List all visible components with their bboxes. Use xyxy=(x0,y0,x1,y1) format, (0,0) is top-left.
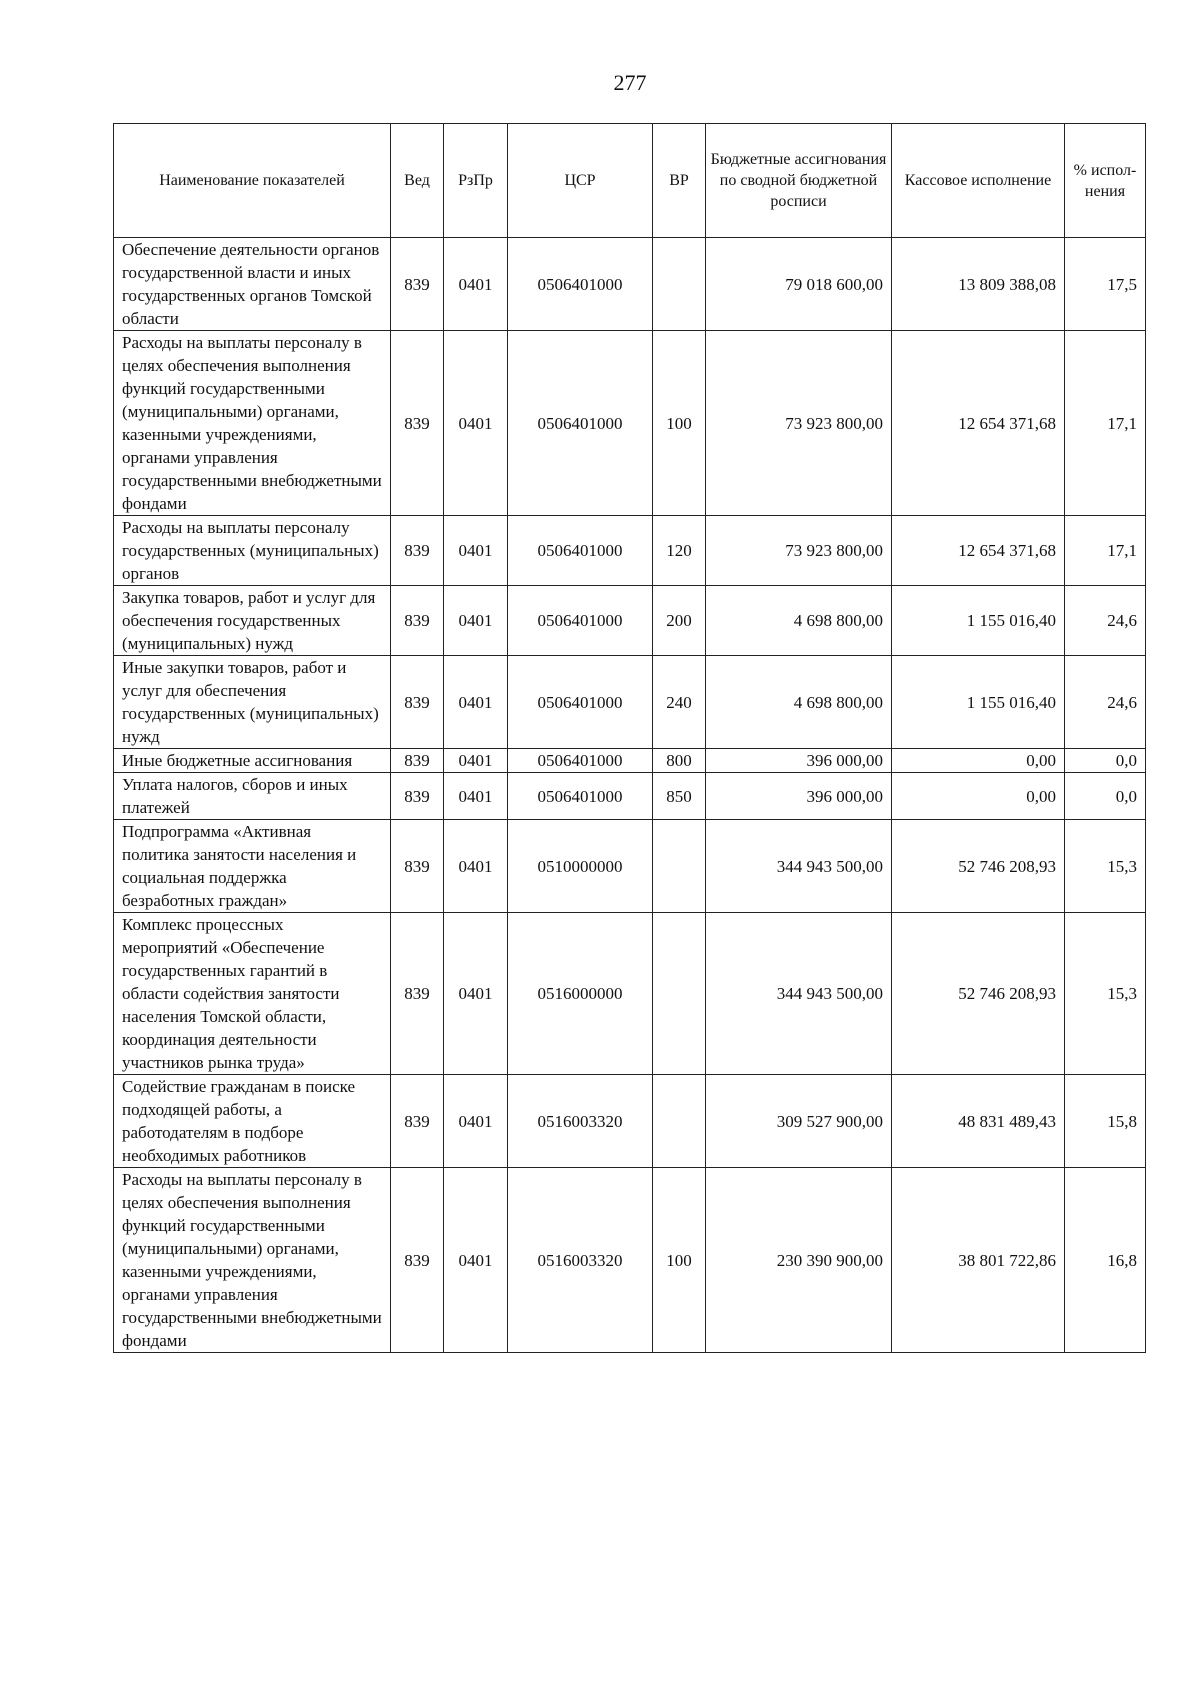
cell-csr: 0506401000 xyxy=(508,331,653,516)
cell-rzpr: 0401 xyxy=(444,820,508,913)
cell-vr xyxy=(653,1075,706,1168)
cell-cash: 0,00 xyxy=(892,773,1065,820)
cell-ved: 839 xyxy=(391,1075,444,1168)
header-csr: ЦСР xyxy=(508,124,653,238)
cell-name: Иные закупки товаров, работ и услуг для обеспечения государственных (муниципальных) нужд xyxy=(114,656,391,749)
cell-pct: 24,6 xyxy=(1065,586,1146,656)
cell-pct: 0,0 xyxy=(1065,773,1146,820)
cell-cash: 12 654 371,68 xyxy=(892,516,1065,586)
table-row xyxy=(114,1168,1146,1353)
cell-rzpr: 0401 xyxy=(444,913,508,1075)
page-number: 277 xyxy=(613,70,647,95)
header-ved: Вед xyxy=(391,124,444,238)
cell-name: Иные бюджетные ассигнования xyxy=(114,749,391,773)
table-body xyxy=(114,238,1146,1353)
cell-cash: 52 746 208,93 xyxy=(892,913,1065,1075)
cell-vr: 120 xyxy=(653,516,706,586)
table-row xyxy=(114,586,1146,656)
cell-budget: 344 943 500,00 xyxy=(706,913,892,1075)
table-row xyxy=(114,331,1146,516)
cell-name: Обеспечение деятельности органов государственной власти и иных государственных органов Томской области xyxy=(114,238,391,331)
cell-name: Расходы на выплаты персоналу в целях обеспечения выполнения функций государственными (муниципальными) органами, казенными учреждениями, органами управления государственными внебюджетными фондами xyxy=(114,331,391,516)
cell-name: Содействие гражданам в поиске подходящей работы, а работодателям в подборе необходимых работников xyxy=(114,1075,391,1168)
cell-budget: 79 018 600,00 xyxy=(706,238,892,331)
cell-pct: 17,1 xyxy=(1065,331,1146,516)
cell-cash: 1 155 016,40 xyxy=(892,656,1065,749)
cell-ved: 839 xyxy=(391,820,444,913)
cell-rzpr: 0401 xyxy=(444,586,508,656)
cell-csr: 0506401000 xyxy=(508,656,653,749)
cell-cash: 0,00 xyxy=(892,749,1065,773)
cell-ved: 839 xyxy=(391,1168,444,1353)
cell-vr: 240 xyxy=(653,656,706,749)
cell-cash: 12 654 371,68 xyxy=(892,331,1065,516)
cell-budget: 73 923 800,00 xyxy=(706,331,892,516)
cell-rzpr: 0401 xyxy=(444,749,508,773)
cell-vr xyxy=(653,913,706,1075)
cell-vr: 100 xyxy=(653,331,706,516)
header-row xyxy=(114,124,1146,238)
cell-rzpr: 0401 xyxy=(444,773,508,820)
table-row xyxy=(114,1075,1146,1168)
cell-pct: 0,0 xyxy=(1065,749,1146,773)
cell-csr: 0510000000 xyxy=(508,820,653,913)
cell-pct: 15,3 xyxy=(1065,913,1146,1075)
cell-name: Закупка товаров, работ и услуг для обеспечения государственных (муниципальных) нужд xyxy=(114,586,391,656)
cell-name: Комплекс процессных мероприятий «Обеспечение государственных гарантий в области содействия занятости населения Томской области, координация деятельности участников рынка труда» xyxy=(114,913,391,1075)
cell-csr: 0516000000 xyxy=(508,913,653,1075)
cell-csr: 0506401000 xyxy=(508,516,653,586)
cell-csr: 0516003320 xyxy=(508,1075,653,1168)
cell-ved: 839 xyxy=(391,913,444,1075)
cell-vr: 850 xyxy=(653,773,706,820)
table-row xyxy=(114,773,1146,820)
cell-ved: 839 xyxy=(391,773,444,820)
cell-pct: 24,6 xyxy=(1065,656,1146,749)
table-row xyxy=(114,656,1146,749)
cell-name: Уплата налогов, сборов и иных платежей xyxy=(114,773,391,820)
cell-budget: 230 390 900,00 xyxy=(706,1168,892,1353)
cell-ved: 839 xyxy=(391,749,444,773)
table-row xyxy=(114,820,1146,913)
cell-cash: 13 809 388,08 xyxy=(892,238,1065,331)
cell-vr xyxy=(653,238,706,331)
header-rzpr: РзПр xyxy=(444,124,508,238)
header-budget: Бюджетные ассигнования по сводной бюджетной росписи xyxy=(706,124,892,238)
table-row xyxy=(114,913,1146,1075)
cell-vr: 100 xyxy=(653,1168,706,1353)
cell-pct: 17,5 xyxy=(1065,238,1146,331)
cell-vr: 200 xyxy=(653,586,706,656)
cell-ved: 839 xyxy=(391,331,444,516)
header-pct: % испол-нения xyxy=(1065,124,1146,238)
cell-pct: 15,3 xyxy=(1065,820,1146,913)
cell-cash: 52 746 208,93 xyxy=(892,820,1065,913)
cell-csr: 0506401000 xyxy=(508,586,653,656)
budget-table xyxy=(113,123,1146,1353)
cell-budget: 309 527 900,00 xyxy=(706,1075,892,1168)
cell-cash: 1 155 016,40 xyxy=(892,586,1065,656)
cell-ved: 839 xyxy=(391,656,444,749)
table-row xyxy=(114,238,1146,331)
cell-budget: 344 943 500,00 xyxy=(706,820,892,913)
cell-budget: 396 000,00 xyxy=(706,749,892,773)
cell-name: Расходы на выплаты персоналу государственных (муниципальных) органов xyxy=(114,516,391,586)
header-cash: Кассовое исполнение xyxy=(892,124,1065,238)
cell-budget: 4 698 800,00 xyxy=(706,656,892,749)
cell-rzpr: 0401 xyxy=(444,238,508,331)
cell-budget: 73 923 800,00 xyxy=(706,516,892,586)
cell-rzpr: 0401 xyxy=(444,331,508,516)
cell-ved: 839 xyxy=(391,516,444,586)
cell-budget: 396 000,00 xyxy=(706,773,892,820)
cell-cash: 48 831 489,43 xyxy=(892,1075,1065,1168)
cell-cash: 38 801 722,86 xyxy=(892,1168,1065,1353)
cell-pct: 16,8 xyxy=(1065,1168,1146,1353)
cell-ved: 839 xyxy=(391,586,444,656)
cell-rzpr: 0401 xyxy=(444,1075,508,1168)
cell-name: Расходы на выплаты персоналу в целях обеспечения выполнения функций государственными (муниципальными) органами, казенными учреждениями, органами управления государственными внебюджетными фондами xyxy=(114,1168,391,1353)
cell-vr: 800 xyxy=(653,749,706,773)
cell-vr xyxy=(653,820,706,913)
cell-rzpr: 0401 xyxy=(444,516,508,586)
cell-csr: 0506401000 xyxy=(508,749,653,773)
cell-budget: 4 698 800,00 xyxy=(706,586,892,656)
header-vr: ВР xyxy=(653,124,706,238)
cell-pct: 17,1 xyxy=(1065,516,1146,586)
cell-rzpr: 0401 xyxy=(444,1168,508,1353)
table-row xyxy=(114,749,1146,773)
table-row xyxy=(114,516,1146,586)
cell-pct: 15,8 xyxy=(1065,1075,1146,1168)
cell-ved: 839 xyxy=(391,238,444,331)
cell-name: Подпрограмма «Активная политика занятости населения и социальная поддержка безработных граждан» xyxy=(114,820,391,913)
cell-csr: 0516003320 xyxy=(508,1168,653,1353)
header-name: Наименование показателей xyxy=(114,124,391,238)
cell-csr: 0506401000 xyxy=(508,773,653,820)
cell-csr: 0506401000 xyxy=(508,238,653,331)
cell-rzpr: 0401 xyxy=(444,656,508,749)
